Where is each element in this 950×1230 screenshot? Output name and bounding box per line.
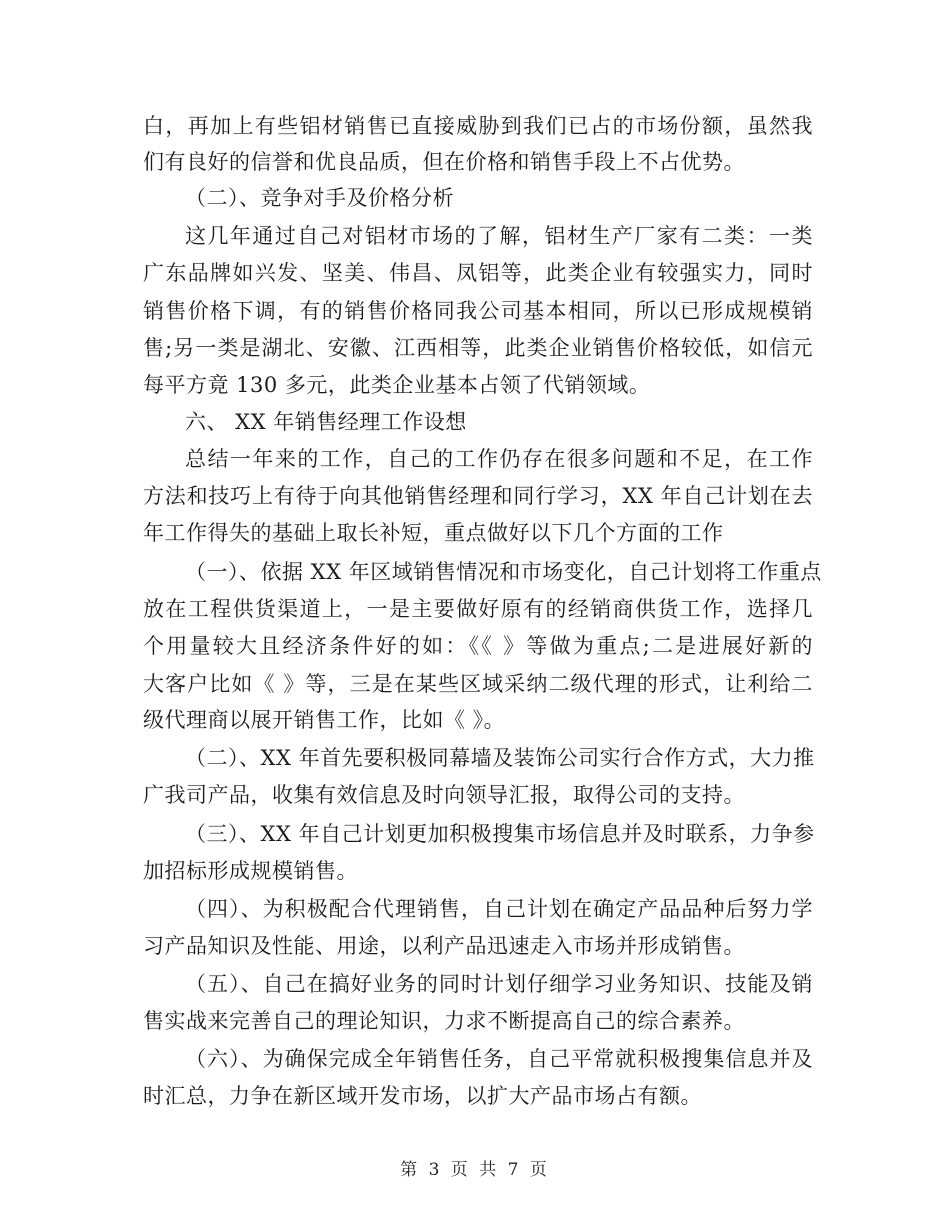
- body-text-line: 年工作得失的基础上取长补短，重点做好以下几个方面的工作: [143, 521, 724, 545]
- body-text-line: 总结一年来的工作，自己的工作仍存在很多问题和不足，在工作: [185, 447, 813, 471]
- section-heading: （二）、竞争对手及价格分析: [185, 186, 454, 210]
- body-text-line: 这几年通过自己对铝材市场的了解，铝材生产厂家有二类：一类: [185, 224, 813, 248]
- body-text-line: 销售价格下调，有的销售价格同我公司基本相同，所以已形成规模销: [143, 299, 813, 323]
- body-text-line: 售;另一类是湖北、安徽、江西相等，此类企业销售价格较低，如信元: [143, 336, 813, 360]
- body-text-line: （三）、XX 年自己计划更加积极搜集市场信息并及时联系，力争参: [185, 822, 815, 846]
- body-text-line: 每平方竟 130 多元，此类企业基本占领了代销领域。: [143, 373, 651, 397]
- section-heading: 六、 XX 年销售经理工作设想: [185, 410, 467, 434]
- body-text-line: （一）、依据 XX 年区域销售情况和市场变化，自己计划将工作重点: [185, 560, 822, 584]
- body-text-line: （四）、为积极配合代理销售，自己计划在确定产品品种后努力学: [185, 897, 813, 921]
- body-text-line: （六）、为确保完成全年销售任务，自己平常就积极搜集信息并及: [185, 1047, 813, 1071]
- body-text-line: 习产品知识及性能、用途，以利产品迅速走入市场并形成销售。: [143, 934, 745, 958]
- body-text-line: 们有良好的信誉和优良品质，但在价格和销售手段上不占优势。: [143, 150, 745, 174]
- body-text-line: 时汇总，力争在新区域开发市场，以扩大产品市场占有额。: [143, 1084, 702, 1108]
- body-text-line: 方法和技巧上有待于向其他销售经理和同行学习，XX 年自己计划在去: [143, 484, 813, 508]
- body-text-line: 个用量较大且经济条件好的如：《《 》等做为重点;二是进展好新的: [143, 634, 813, 658]
- body-text-line: 加招标形成规模销售。: [143, 859, 358, 883]
- body-text-line: （二）、XX 年首先要积极同幕墙及装饰公司实行合作方式，大力推: [185, 746, 815, 770]
- body-text-line: 广我司产品，收集有效信息及时向领导汇报，取得公司的支持。: [143, 783, 745, 807]
- body-text-line: （五）、自己在搞好业务的同时计划仔细学习业务知识、技能及销: [185, 972, 813, 996]
- body-text-line: 大客户比如《 》等，三是在某些区域采纳二级代理的形式，让利给二: [143, 672, 813, 696]
- body-text-line: 白，再加上有些铝材销售已直接威胁到我们已占的市场份额，虽然我: [143, 114, 813, 138]
- body-text-line: 售实战来完善自己的理论知识，力求不断提高自己的综合素养。: [143, 1009, 745, 1033]
- page-number-footer: 第 3 页 共 7 页: [400, 1160, 550, 1180]
- body-text-line: 广东品牌如兴发、坚美、伟昌、凤铝等，此类企业有较强实力，同时: [143, 261, 813, 285]
- body-text-line: 放在工程供货渠道上，一是主要做好原有的经销商供货工作，选择几: [143, 597, 813, 621]
- body-text-line: 级代理商以展开销售工作，比如《 》。: [143, 708, 506, 732]
